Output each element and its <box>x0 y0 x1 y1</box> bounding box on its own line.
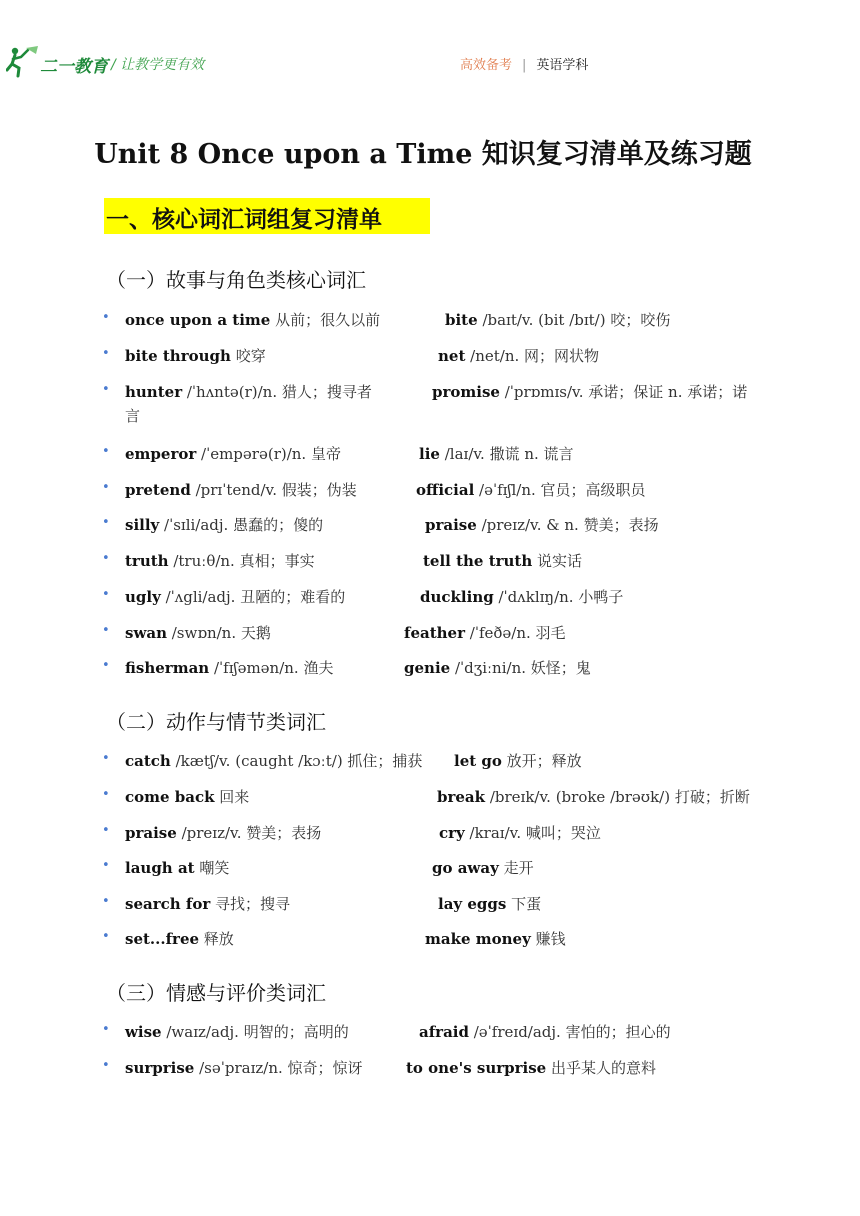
definition: /kætʃ/v. (caught /kɔːt/) 抓住；捕获 <box>170 752 423 770</box>
word: lay eggs <box>438 895 507 913</box>
word: come back <box>125 788 215 806</box>
bullet-icon: • <box>102 751 110 766</box>
word: bite <box>445 311 478 329</box>
word: to one's surprise <box>406 1059 547 1077</box>
definition: /əˈfɪʃl/n. 官员；高级职员 <box>474 481 646 499</box>
definition: /ˈdʌklɪŋ/n. 小鸭子 <box>493 588 624 606</box>
bullet-icon: • <box>102 929 110 944</box>
word: let go <box>454 752 502 770</box>
word: catch <box>125 752 171 770</box>
bullet-icon: • <box>102 587 110 602</box>
entry-right <box>432 381 747 402</box>
definition: 释放 <box>199 930 234 948</box>
word: net <box>438 347 466 365</box>
bullet-icon: • <box>102 444 110 459</box>
definition: 嘲笑 <box>194 859 230 877</box>
entry-left <box>125 550 315 571</box>
entry-left <box>125 1021 349 1042</box>
list-item <box>0 1057 860 1079</box>
definition: /breɪk/v. (broke /brəʊk/) 打破；折断 <box>485 788 750 806</box>
list-item <box>0 622 860 644</box>
list-item <box>0 345 860 367</box>
word: laugh at <box>125 859 195 877</box>
word: genie <box>404 659 451 677</box>
entry-left <box>125 657 333 678</box>
bullet-icon: • <box>102 515 110 530</box>
wrapped-text: 言 <box>125 407 141 425</box>
definition: /waɪz/adj. 明智的；高明的 <box>161 1023 349 1041</box>
entry-right <box>445 309 670 330</box>
bullet-icon: • <box>102 480 110 495</box>
page-title: Unit 8 Once upon a Time 知识复习清单及练习题 <box>94 139 752 170</box>
entry-left <box>125 381 372 402</box>
definition: /preɪz/v. & n. 赞美；表扬 <box>476 516 659 534</box>
entry-left <box>125 479 357 500</box>
word: search for <box>125 895 211 913</box>
bullet-icon: • <box>102 310 110 325</box>
definition: 出乎某人的意料 <box>546 1059 656 1077</box>
bullet-icon: • <box>102 658 110 673</box>
list-item <box>0 657 860 679</box>
definition: /ˈhʌntə(r)/n. 猎人；搜寻者 <box>182 383 372 401</box>
definition: /ˈfɪʃəmən/n. 渔夫 <box>209 659 334 677</box>
list-item <box>0 586 860 608</box>
word: praise <box>425 516 477 534</box>
section-heading-text: 一、核心词汇词组复习清单 <box>106 207 382 233</box>
section-heading <box>104 198 430 234</box>
list-item <box>0 514 860 536</box>
word: pretend <box>125 481 191 499</box>
word: fisherman <box>125 659 210 677</box>
header-separator: | <box>522 58 527 73</box>
entry-right <box>423 550 582 571</box>
header-subject <box>460 54 588 73</box>
bullet-icon: • <box>102 787 110 802</box>
definition: /ˈsɪli/adj. 愚蠢的；傻的 <box>159 516 324 534</box>
bullet-icon: • <box>102 551 110 566</box>
word: once upon a time <box>125 311 271 329</box>
word: feather <box>404 624 465 642</box>
definition: /ˈdʒiːni/n. 妖怪；鬼 <box>450 659 591 677</box>
word: ugly <box>125 588 161 606</box>
list-item <box>0 309 860 331</box>
word: make money <box>425 930 531 948</box>
entry-right <box>404 622 566 643</box>
list-item <box>0 822 860 844</box>
definition: 咬穿 <box>230 347 266 365</box>
definition: /net/n. 网；网状物 <box>465 347 600 365</box>
entry-left <box>125 750 422 771</box>
word: set...free <box>125 930 200 948</box>
entry-left <box>125 857 229 878</box>
entry-right <box>438 345 599 366</box>
entry-right <box>438 893 541 914</box>
list-item <box>0 750 860 772</box>
header-tag: 高效备考 <box>460 58 513 73</box>
word: break <box>437 788 486 806</box>
list-item <box>0 893 860 915</box>
entry-left <box>125 586 345 607</box>
bullet-icon: • <box>102 894 110 909</box>
word: emperor <box>125 445 197 463</box>
entry-right <box>432 857 534 878</box>
entry-right <box>406 1057 656 1078</box>
bullet-icon: • <box>102 1022 110 1037</box>
page-header <box>0 0 860 80</box>
subheading-1: （一）故事与角色类核心词汇 <box>106 268 366 292</box>
list-item <box>0 443 860 465</box>
definition: 说实话 <box>532 552 583 570</box>
bullet-icon: • <box>102 623 110 638</box>
list-item <box>0 381 860 403</box>
entry-left <box>125 309 380 330</box>
definition: /prɪˈtend/v. 假装；伪装 <box>190 481 357 499</box>
list-item <box>0 550 860 572</box>
entry-left <box>125 822 321 843</box>
word: tell the truth <box>423 552 533 570</box>
definition: 放开；释放 <box>501 752 582 770</box>
header-subject-label: 英语学科 <box>536 58 589 73</box>
definition: 走开 <box>498 859 534 877</box>
brand-name: 二一教育 <box>40 57 108 77</box>
word: hunter <box>125 383 183 401</box>
entry-left <box>125 1057 363 1078</box>
entry-left <box>125 514 323 535</box>
definition: /ˈʌgli/adj. 丑陋的；难看的 <box>160 588 346 606</box>
definition: /səˈpraɪz/n. 惊奇；惊讶 <box>194 1059 363 1077</box>
word: duckling <box>420 588 494 606</box>
bullet-icon: • <box>102 823 110 838</box>
definition: 回来 <box>214 788 250 806</box>
definition: 寻找；搜寻 <box>210 895 291 913</box>
word: swan <box>125 624 167 642</box>
entry-right <box>419 1021 671 1042</box>
definition: 从前；很久以前 <box>270 311 381 329</box>
list-item <box>0 928 860 950</box>
entry-right <box>420 586 623 607</box>
word: cry <box>439 824 465 842</box>
definition: /ˈprɒmɪs/v. 承诺；保证 n. 承诺；诺 <box>499 383 748 401</box>
entry-right <box>454 750 582 771</box>
bullet-icon: • <box>102 858 110 873</box>
subheading-3: （三）情感与评价类词汇 <box>106 981 326 1005</box>
definition: /əˈfreɪd/adj. 害怕的；担心的 <box>468 1023 671 1041</box>
word: promise <box>432 383 500 401</box>
word: silly <box>125 516 160 534</box>
definition: 赚钱 <box>530 930 566 948</box>
slogan: / 让教学更有效 <box>111 57 205 73</box>
entry-left <box>125 786 249 807</box>
word: bite through <box>125 347 231 365</box>
entry-left <box>125 622 271 643</box>
entry-left <box>125 893 290 914</box>
list-item <box>0 786 860 808</box>
word: afraid <box>419 1023 469 1041</box>
definition: /ˈempərə(r)/n. 皇帝 <box>196 445 341 463</box>
word: surprise <box>125 1059 195 1077</box>
definition: /truːθ/n. 真相；事实 <box>168 552 315 570</box>
definition: /swɒn/n. 天鹅 <box>166 624 271 642</box>
bullet-icon: • <box>102 382 110 397</box>
entry-right <box>425 514 659 535</box>
definition: /ˈfeðə/n. 羽毛 <box>465 624 566 642</box>
list-item <box>0 857 860 879</box>
entry-right <box>425 928 566 949</box>
entry-right <box>404 657 591 678</box>
entry-right <box>419 443 574 464</box>
word: praise <box>125 824 177 842</box>
word: wise <box>125 1023 162 1041</box>
entry-left <box>125 928 234 949</box>
definition: /laɪ/v. 撒谎 n. 谎言 <box>439 445 574 463</box>
word: go away <box>432 859 499 877</box>
bullet-icon: • <box>102 1058 110 1073</box>
definition: /preɪz/v. 赞美；表扬 <box>176 824 322 842</box>
word: lie <box>419 445 440 463</box>
definition: /baɪt/v. (bit /bɪt/) 咬；咬伤 <box>477 311 671 329</box>
entry-right <box>437 786 750 807</box>
entry-right <box>416 479 646 500</box>
word: official <box>416 481 475 499</box>
entry-left <box>125 443 341 464</box>
subheading-2: （二）动作与情节类词汇 <box>106 710 326 734</box>
word: truth <box>125 552 169 570</box>
entry-right <box>439 822 601 843</box>
bullet-icon: • <box>102 346 110 361</box>
list-item <box>0 479 860 501</box>
definition: /kraɪ/v. 喊叫；哭泣 <box>464 824 601 842</box>
list-item <box>0 1021 860 1043</box>
definition: 下蛋 <box>506 895 542 913</box>
entry-left <box>125 345 266 366</box>
